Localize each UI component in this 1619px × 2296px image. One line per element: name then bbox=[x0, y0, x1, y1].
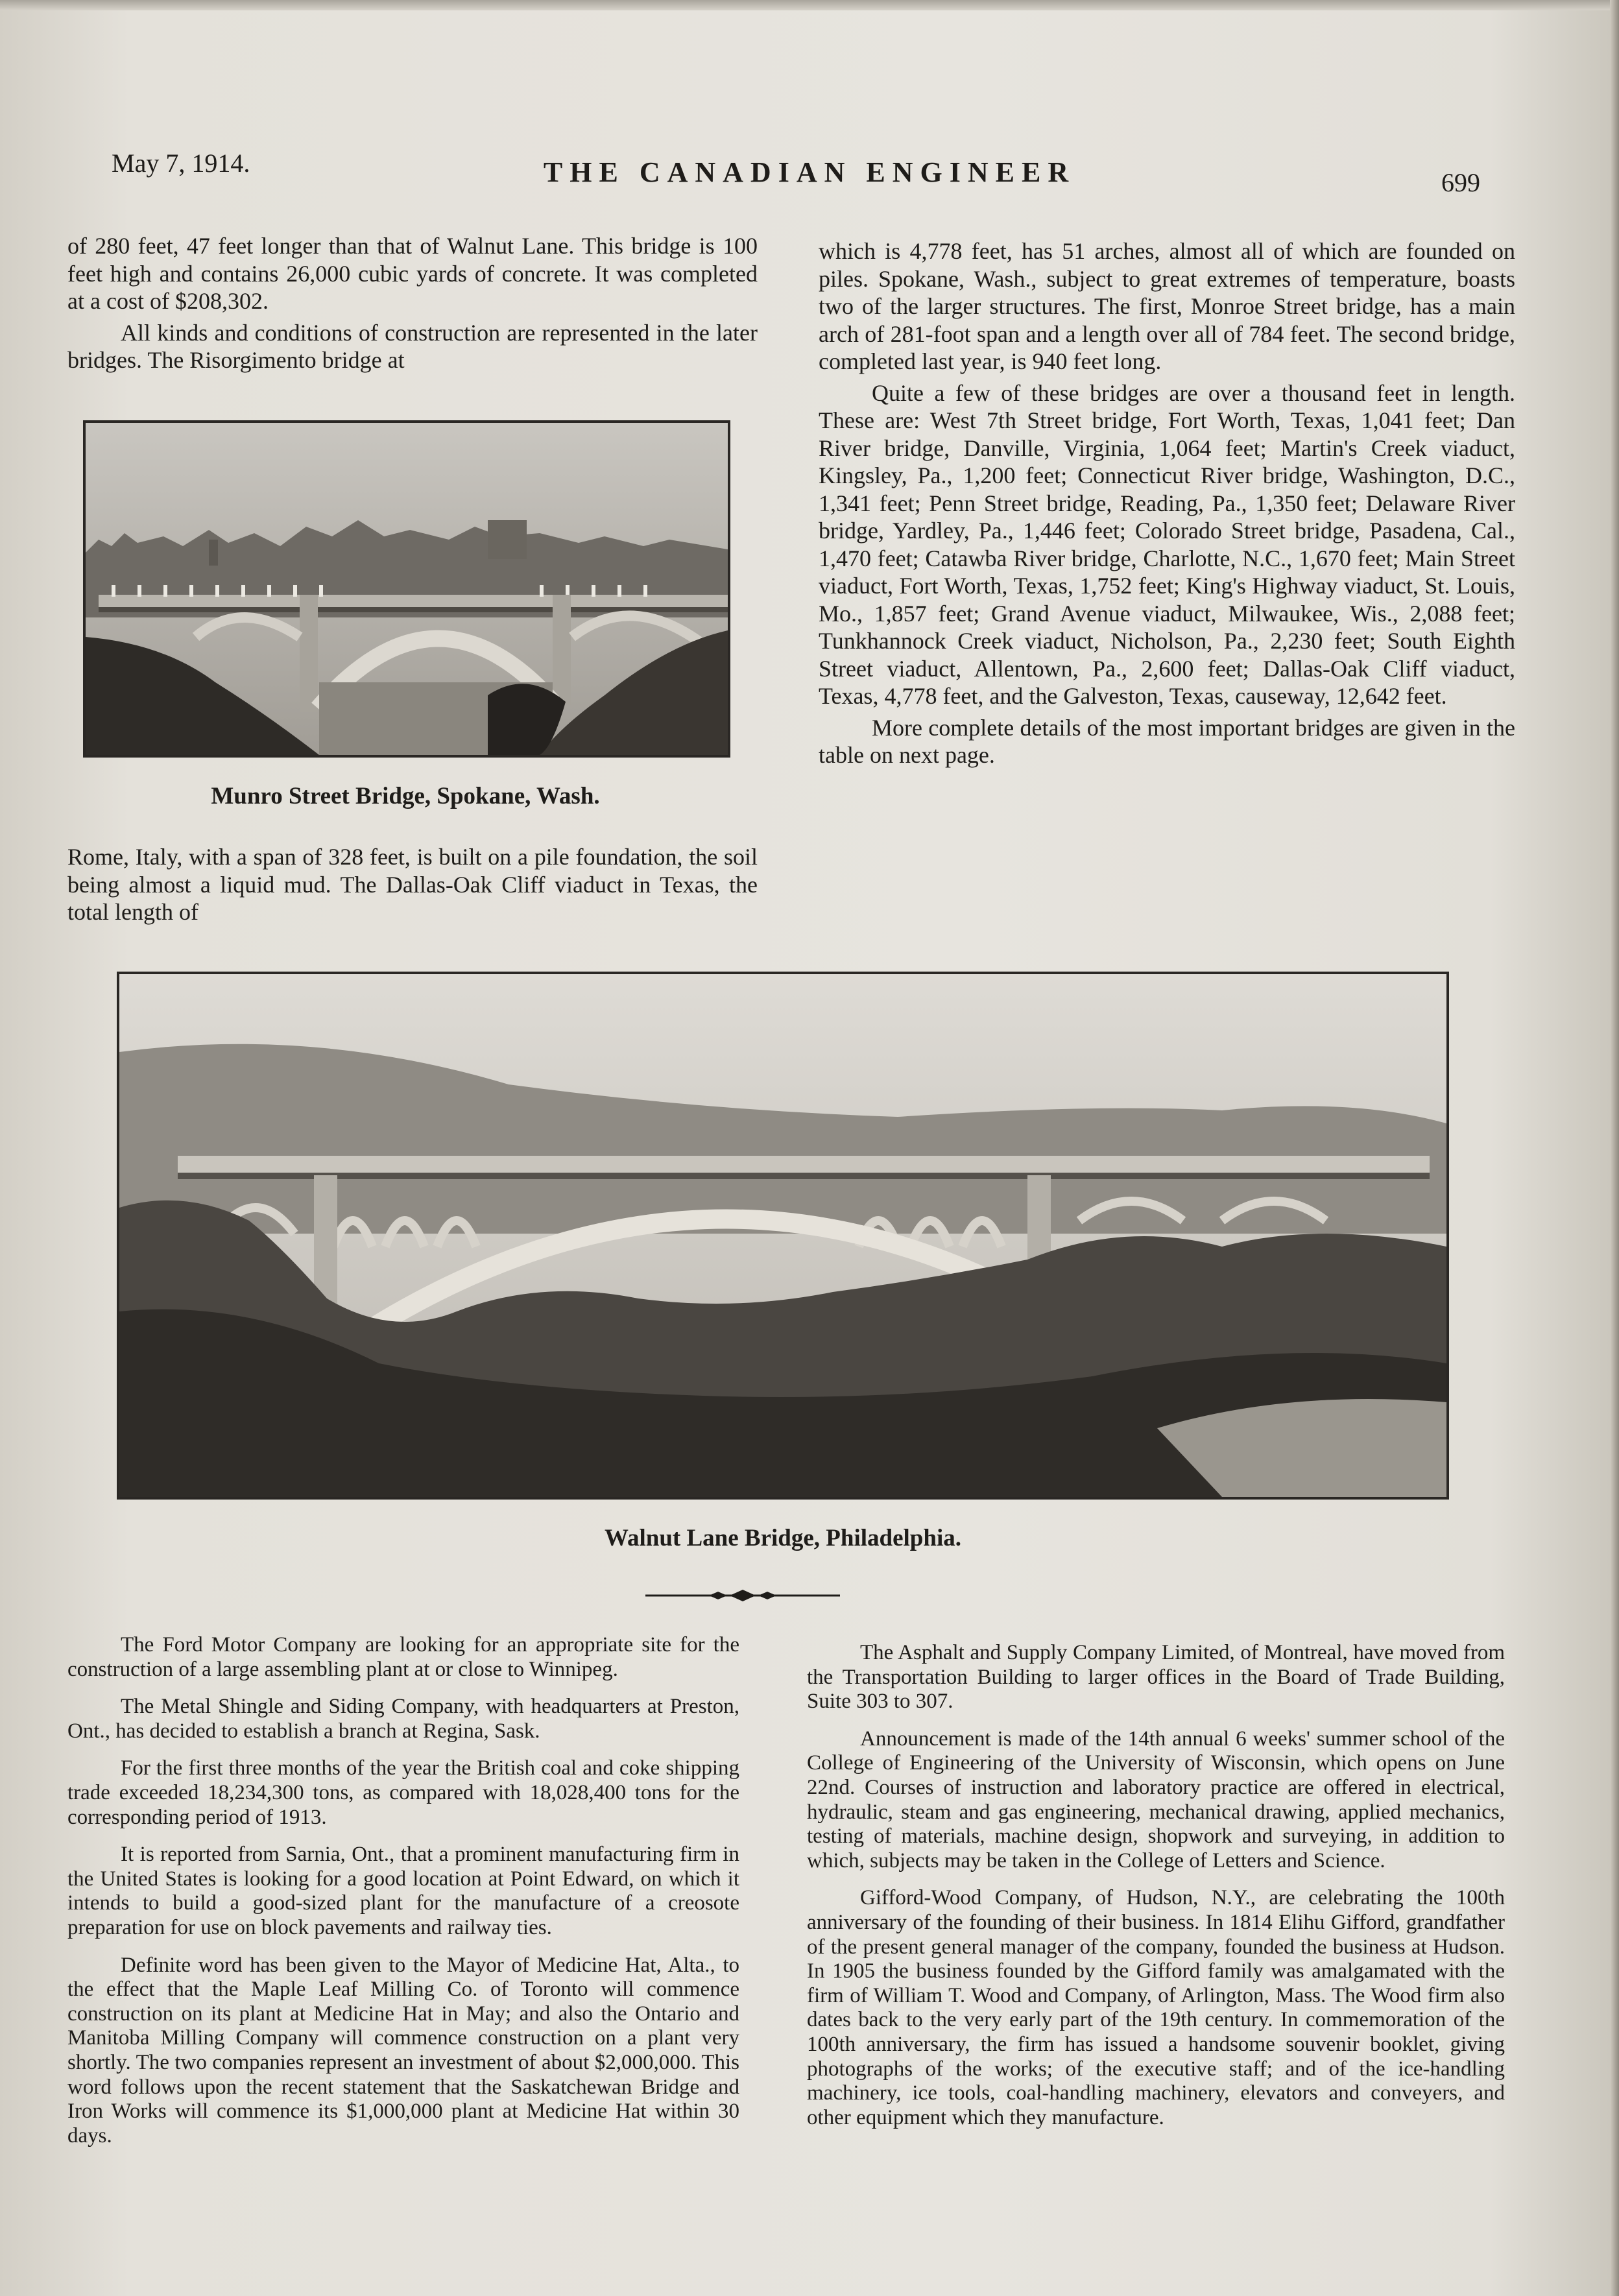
notes-right bbox=[807, 1641, 1505, 2130]
article-paragraph: which is 4,778 feet, has 51 arches, almost all of which are founded on piles. Spokane, Wash., subject to great extremes of temperature, boasts two of the larger structures. The first, Monroe Street bridge, has a main arch of 281-foot span and a length over all of 784 feet. The second bridge, completed last year, is 940 feet long. bbox=[819, 238, 1515, 374]
article-paragraph: Rome, Italy, with a span of 328 feet, is built on a pile foundation, the soil being almost a liquid mud. The Dallas-Oak Cliff viaduct in Texas, the total length of bbox=[67, 844, 758, 925]
news-note: The Asphalt and Supply Company Limited, of Montreal, have moved from the Transportation Building to larger offices in the Board of Trade Building, Suite 303 to 307. bbox=[807, 1641, 1505, 1714]
article-left-top bbox=[67, 232, 758, 374]
section-divider bbox=[645, 1588, 840, 1603]
notes-left bbox=[67, 1633, 739, 2148]
news-note: The Metal Shingle and Siding Company, with headquarters at Preston, Ont., has decided to establish a branch at Regina, Sask. bbox=[67, 1695, 739, 1743]
news-note: Gifford-Wood Company, of Hudson, N.Y., are celebrating the 100th anniversary of the founding of their business. In 1814 Elihu Gifford, grandfather of the present general manager of the company, founded the business at Hudson. In 1905 the business founded by the Gifford family was amalgamated with the firm of William T. Wood and Company, of Arlington, Mass. The Wood firm also dates back to the very early part of the 19th century. In commemoration of the 100th anniversary, the firm has issued a handsome souvenir booklet, giving photographs of the works; of the executive staff; and of the ice-handling machinery, ice tools, coal-handling machinery, elevators and conveyers, and other equipment which they manufacture. bbox=[807, 1886, 1505, 2129]
article-left-continued bbox=[67, 843, 758, 926]
news-note: Definite word has been given to the Mayor of Medicine Hat, Alta., to the effect that the Maple Leaf Milling Co. of Toronto will commence construction on its plant at Medicine Hat in May; and also the Ontario and Manitoba Milling Company will commence construction on a plant very shortly. The two companies represent an investment of about $2,000,000. This word follows upon the recent statement that the Saskatchewan Bridge and Iron Works will commence its $1,000,000 plant at Medicine Hat within 30 days. bbox=[67, 1953, 739, 2147]
journal-title: THE CANADIAN ENGINEER bbox=[543, 156, 1076, 188]
article-right bbox=[819, 237, 1515, 769]
page-right-edge bbox=[1610, 0, 1619, 2296]
article-paragraph: of 280 feet, 47 feet longer than that of Walnut Lane. This bridge is 100 feet high and contains 26,000 cubic yards of concrete. It was completed at a cost of $208,302. bbox=[67, 233, 758, 314]
page-top-edge bbox=[0, 0, 1619, 10]
news-note: For the first three months of the year the British coal and coke shipping trade exceeded 18,234,300 tons, as compared with 18,028,400 tons for the corresponding period of 1913. bbox=[67, 1756, 739, 1829]
walnut-lane-bridge-caption: Walnut Lane Bridge, Philadelphia. bbox=[605, 1525, 961, 1551]
article-paragraph: All kinds and conditions of construction are represented in the later bridges. The Risorgimento bridge at bbox=[67, 319, 758, 373]
article-paragraph: Quite a few of these bridges are over a thousand feet in length. These are: West 7th Street bridge, Fort Worth, Texas, 1,041 feet; Dan River bridge, Danville, Virginia, 1,064 feet; Martin's Creek viaduct, Kingsley, Pa., 1,200 feet; Connecticut River bridge, Washington, D.C., 1,341 feet; Penn Street bridge, Reading, Pa., 1,350 feet; Delaware River bridge, Yardley, Pa., 1,446 feet; Colorado Street bridge, Pasadena, Cal., 1,470 feet; Catawba River bridge, Charlotte, N.C., 1,670 feet; Main Street viaduct, Fort Worth, Texas, 1,752 feet; King's Highway viaduct, St. Louis, Mo., 1,857 feet; Grand Avenue viaduct, Milwaukee, Wis., 2,088 feet; Tunkhannock Creek viaduct, Nicholson, Pa., 2,230 feet; South Eighth Street viaduct, Allentown, Pa., 2,600 feet; Dallas-Oak Cliff viaduct, Texas, 4,778 feet, and the Galveston, Texas, causeway, 12,642 feet. bbox=[819, 379, 1515, 709]
walnut-lane-bridge-photo bbox=[117, 972, 1449, 1500]
news-note: Announcement is made of the 14th annual 6 weeks' summer school of the College of Engineering of the University of Wisconsin, which opens on June 22nd. Courses of instruction and laboratory practice are offered in electrical, hydraulic, steam and gas engineering, mechanical drawing, applied mechanics, testing of materials, machine design, shopwork and surveying, in addition to which, subjects may be taken in the College of Letters and Science. bbox=[807, 1727, 1505, 1872]
header-date: May 7, 1914. bbox=[112, 149, 250, 178]
munro-bridge-caption: Munro Street Bridge, Spokane, Wash. bbox=[211, 783, 600, 809]
article-paragraph: More complete details of the most important bridges are given in the table on next page. bbox=[819, 714, 1515, 768]
news-note: It is reported from Sarnia, Ont., that a prominent manufacturing firm in the United States is looking for a good location at Point Edward, on which it intends to build a good-sized plant for the manufacture of a creosote preparation for use on block pavements and railway ties. bbox=[67, 1843, 739, 1939]
page-number: 699 bbox=[1441, 168, 1480, 197]
news-note: The Ford Motor Company are looking for an appropriate site for the construction of a large assembling plant at or close to Winnipeg. bbox=[67, 1633, 739, 1681]
munro-bridge-photo bbox=[83, 420, 730, 758]
